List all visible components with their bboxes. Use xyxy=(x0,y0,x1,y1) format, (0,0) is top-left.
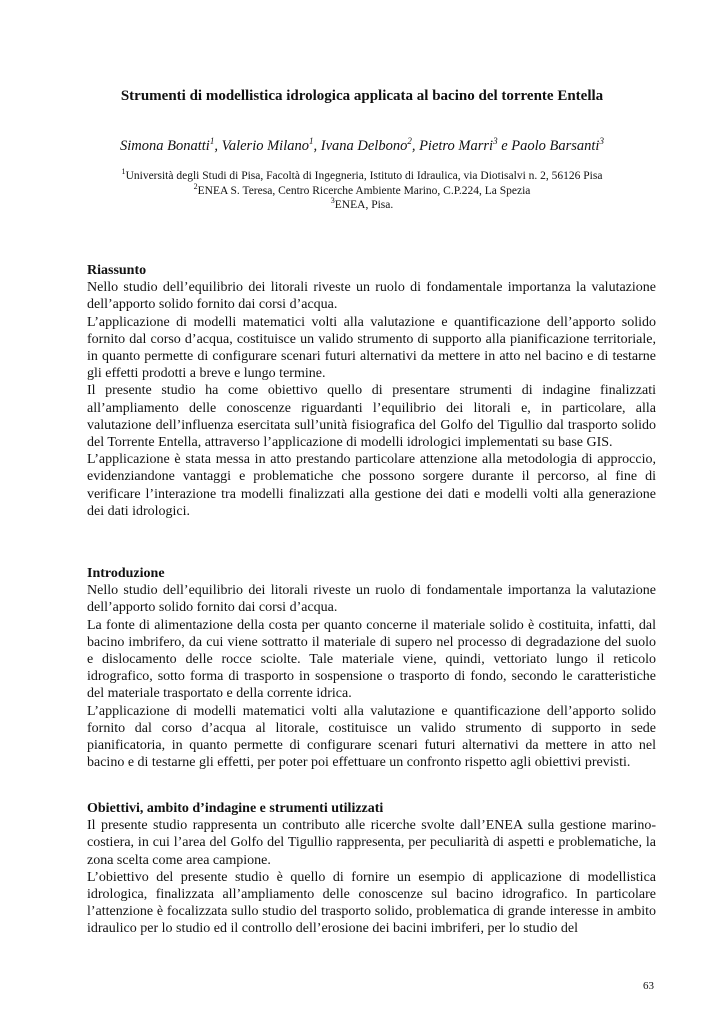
paragraph: L’applicazione di modelli matematici volti alla valutazione e quantificazione dell’apporto solido fornito dal corso d’acqua, costituisce un valido strumento di supporto alla pianificazione territoriale, in quanto permette di configurare scenari futuri alternativi da mettere in atto nel bacino e di testarne gli effetti prodotti a breve e lungo termine. xyxy=(87,314,656,382)
paragraph: Il presente studio rappresenta un contributo alle ricerche svolte dall’ENEA sulla gestione marino-costiera, in cui l’area del Golfo del Tigullio rappresenta, per peculiarità di aspetti e problematiche, la zona scelta come area campione. xyxy=(87,818,656,868)
author-affiliation-mark: 1 xyxy=(209,136,215,147)
section-riassunto xyxy=(87,262,656,520)
author-name: Paolo Barsanti xyxy=(511,138,600,154)
affiliation-mark: 2 xyxy=(193,181,198,191)
paper-title: Strumenti di modellistica idrologica applicata al bacino del torrente Entella xyxy=(120,88,604,104)
author-affiliation-mark: 1 xyxy=(309,136,314,147)
paragraph: L’applicazione è stata messa in atto prestando particolare attenzione alla metodologia di approccio, evidenziandone vantaggi e problematiche che possono sorgere durante il percorso, al fine di verificare l’interazione tra modelli finalizzati alla gestione dei dati e modelli volti alla generazione dei dati idrologici. xyxy=(87,452,656,519)
affiliation-line xyxy=(40,181,684,199)
affiliation-line xyxy=(40,198,684,213)
section-heading: Obiettivi, ambito d’indagine e strumenti utilizzati xyxy=(87,801,384,816)
paragraph: L’obiettivo del presente studio è quello di fornire un esempio di applicazione di modellistica idrologica, finalizzata all’ampliamento delle conoscenze sul bacino idrografico. In particolare l’attenzione è focalizzata sullo studio del trasporto solido, problematica di grande interesse in ambito idraulico per lo studio ed il controllo dell’erosione dei bacini imbriferi, per lo studio del xyxy=(87,869,656,937)
author-separator: , xyxy=(214,138,222,154)
affiliation-mark: 3 xyxy=(330,196,335,206)
affiliation-text: Università degli Studi di Pisa, Facoltà di Ingegneria, Istituto di Idraulica, via Diotisalvi n. 2, 56126 Pisa xyxy=(125,170,603,182)
author-list xyxy=(40,138,684,155)
author-affiliation-mark: 2 xyxy=(407,136,412,147)
affiliation-text: ENEA, Pisa. xyxy=(334,199,394,211)
author-separator: , xyxy=(313,138,321,154)
author-name: Ivana Delbono xyxy=(320,138,408,154)
section-heading: Riassunto xyxy=(87,263,147,278)
paragraph: La fonte di alimentazione della costa per quanto concerne il materiale solido è costituita, infatti, dal bacino imbrifero, da cui viene sottratto il materiale di supero nel processo di degradazione del suolo e dislocamento delle rocce sciolte. Tale materiale viene, quindi, vettoriato lungo il reticolo idrografico, sotto forma di trasporto in sospensione o trasporto di fondo, secondo le caratteristiche del materiale trasportato e della corrente idrica. xyxy=(87,617,656,702)
author-affiliation-mark: 3 xyxy=(493,136,498,147)
affiliation-line xyxy=(40,169,684,184)
page-number: 63 xyxy=(643,980,654,992)
paragraph: L’applicazione di modelli matematici volti alla valutazione e quantificazione dell’apporto solido fornito dal corso d’acqua al litorale, costituisce un valido strumento di supporto in sede pianificatoria, in quanto permette di configurare scenari futuri alternativi da mettere in atto nel bacino e di testarne gli effetti, per poter poi effettuare un confronto rispetto agli obiettivi previsti. xyxy=(87,703,656,771)
author-separator: , xyxy=(411,138,420,154)
author-name: Simona Bonatti xyxy=(120,138,210,154)
section-heading: Introduzione xyxy=(87,566,165,581)
paragraph: Nello studio dell’equilibrio dei litorali riveste un ruolo di fondamentale importanza la valutazione dell’apporto solido fornito dai corsi d’acqua. xyxy=(87,583,656,616)
affiliations xyxy=(40,169,684,213)
author-name: Valerio Milano xyxy=(221,138,309,154)
author-affiliation-mark: 3 xyxy=(599,136,604,147)
author-name: Pietro Marri xyxy=(419,138,494,154)
section-introduzione xyxy=(87,565,656,771)
author-separator: e xyxy=(497,138,512,154)
affiliation-mark: 1 xyxy=(121,167,126,177)
paragraph: Il presente studio ha come obiettivo quello di presentare strumenti di indagine finalizzati all’ampliamento delle conoscenze riguardanti l’equilibrio dei litorali e, in particolare, alla valutazione dell’influenza esercitata sull’unità fisiografica del Golfo del Tigullio dal trasporto solido del Torrente Entella, attraverso l’applicazione di modelli idrologici implementati su base GIS. xyxy=(87,383,656,451)
affiliation-text: ENEA S. Teresa, Centro Ricerche Ambiente Marino, C.P.224, La Spezia xyxy=(197,184,531,197)
section-obiettivi xyxy=(87,800,656,938)
paragraph: Nello studio dell’equilibrio dei litorali riveste un ruolo di fondamentale importanza la valutazione dell’apporto solido fornito dai corsi d’acqua. xyxy=(87,280,656,313)
